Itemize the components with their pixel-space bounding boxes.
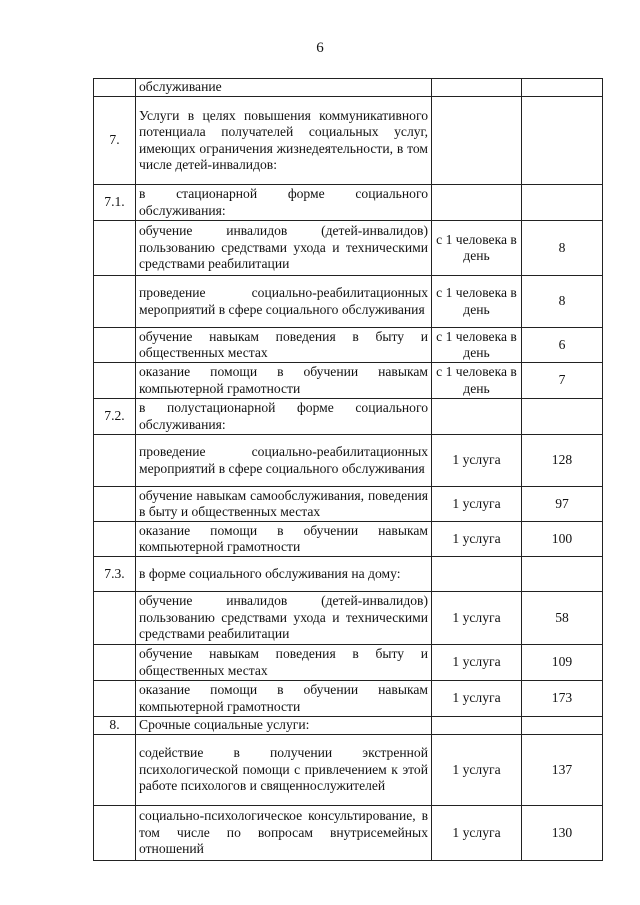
- row-number: [94, 735, 136, 806]
- row-number: [94, 435, 136, 487]
- row-number: [94, 328, 136, 363]
- row-number: 7.: [94, 97, 136, 185]
- service-description: обучение инвалидов (детей-инвалидов) пользованию средствами ухода и техническими средствами реабилитации: [136, 592, 432, 645]
- service-unit: с 1 человека в день: [432, 328, 522, 363]
- services-table: [93, 78, 603, 861]
- service-value: 7: [522, 363, 603, 399]
- table-row: [94, 522, 603, 557]
- table-row: [94, 592, 603, 645]
- service-description: оказание помощи в обучении навыкам компьютерной грамотности: [136, 522, 432, 557]
- service-value: 100: [522, 522, 603, 557]
- service-unit: 1 услуга: [432, 645, 522, 681]
- service-description: обучение инвалидов (детей-инвалидов) пользованию средствами ухода и техническими средствами реабилитации: [136, 221, 432, 276]
- service-description: обслуживание: [136, 79, 432, 97]
- row-number: [94, 79, 136, 97]
- service-value: 8: [522, 276, 603, 328]
- row-number: [94, 592, 136, 645]
- service-description: обучение навыкам самообслуживания, поведения в быту и общественных местах: [136, 487, 432, 522]
- service-value: 8: [522, 221, 603, 276]
- row-number: 8.: [94, 717, 136, 735]
- table-row: [94, 487, 603, 522]
- service-unit: [432, 79, 522, 97]
- table-row: [94, 806, 603, 861]
- service-value: 173: [522, 681, 603, 717]
- table-row: [94, 735, 603, 806]
- table-row: [94, 79, 603, 97]
- service-description: проведение социально-реабилитационных мероприятий в сфере социального обслуживания: [136, 435, 432, 487]
- service-description: в полустационарной форме социального обслуживания:: [136, 399, 432, 435]
- table-row: [94, 328, 603, 363]
- table-row: [94, 185, 603, 221]
- row-number: 7.1.: [94, 185, 136, 221]
- service-value: 58: [522, 592, 603, 645]
- table-row: [94, 97, 603, 185]
- service-unit: 1 услуга: [432, 592, 522, 645]
- row-number: [94, 487, 136, 522]
- table-row: [94, 645, 603, 681]
- table-row: [94, 221, 603, 276]
- service-unit: с 1 человека в день: [432, 276, 522, 328]
- service-description: обучение навыкам поведения в быту и общественных местах: [136, 328, 432, 363]
- service-value: 97: [522, 487, 603, 522]
- row-number: 7.2.: [94, 399, 136, 435]
- service-unit: [432, 399, 522, 435]
- table-row: [94, 363, 603, 399]
- service-value: [522, 79, 603, 97]
- table-row: [94, 276, 603, 328]
- service-unit: с 1 человека в день: [432, 363, 522, 399]
- row-number: [94, 806, 136, 861]
- service-unit: [432, 97, 522, 185]
- row-number: [94, 363, 136, 399]
- service-value: 137: [522, 735, 603, 806]
- service-description: Услуги в целях повышения коммуникативного потенциала получателей социальных услуг, имеющих ограничения жизнедеятельности, в том числе детей-инвалидов:: [136, 97, 432, 185]
- row-number: [94, 221, 136, 276]
- service-value: 128: [522, 435, 603, 487]
- service-description: в форме социального обслуживания на дому:: [136, 557, 432, 592]
- service-description: обучение навыкам поведения в быту и общественных местах: [136, 645, 432, 681]
- service-value: [522, 717, 603, 735]
- service-value: 109: [522, 645, 603, 681]
- service-unit: 1 услуга: [432, 735, 522, 806]
- service-description: социально-психологическое консультирование, в том числе по вопросам внутрисемейных отношений: [136, 806, 432, 861]
- table-row: [94, 557, 603, 592]
- service-value: [522, 557, 603, 592]
- service-value: [522, 97, 603, 185]
- service-unit: [432, 185, 522, 221]
- row-number: [94, 276, 136, 328]
- row-number: 7.3.: [94, 557, 136, 592]
- table-row: [94, 435, 603, 487]
- service-value: [522, 185, 603, 221]
- service-description: содействие в получении экстренной психологической помощи с привлечением к этой работе психологов и священнослужителей: [136, 735, 432, 806]
- service-value: 6: [522, 328, 603, 363]
- service-description: Срочные социальные услуги:: [136, 717, 432, 735]
- service-unit: с 1 человека в день: [432, 221, 522, 276]
- service-description: оказание помощи в обучении навыкам компьютерной грамотности: [136, 681, 432, 717]
- service-value: [522, 399, 603, 435]
- service-unit: 1 услуга: [432, 522, 522, 557]
- service-unit: [432, 557, 522, 592]
- service-unit: [432, 717, 522, 735]
- service-description: оказание помощи в обучении навыкам компьютерной грамотности: [136, 363, 432, 399]
- service-unit: 1 услуга: [432, 806, 522, 861]
- row-number: [94, 645, 136, 681]
- service-unit: 1 услуга: [432, 435, 522, 487]
- service-unit: 1 услуга: [432, 487, 522, 522]
- row-number: [94, 681, 136, 717]
- table-row: [94, 681, 603, 717]
- service-description: проведение социально-реабилитационных мероприятий в сфере социального обслуживания: [136, 276, 432, 328]
- service-description: в стационарной форме социального обслуживания:: [136, 185, 432, 221]
- table-row: [94, 717, 603, 735]
- row-number: [94, 522, 136, 557]
- table-row: [94, 399, 603, 435]
- service-value: 130: [522, 806, 603, 861]
- page-number: 6: [316, 40, 324, 56]
- service-unit: 1 услуга: [432, 681, 522, 717]
